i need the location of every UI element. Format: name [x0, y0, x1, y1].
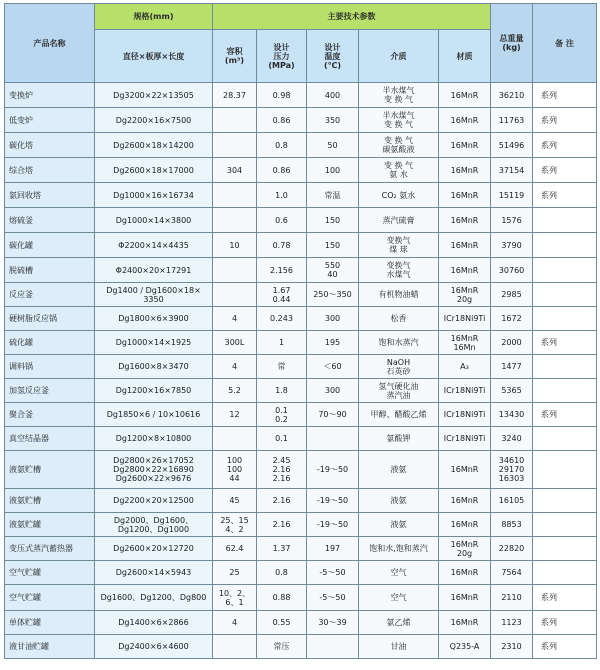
row-material: 16MnR — [439, 83, 491, 108]
row-weight: 2310 — [491, 635, 533, 659]
row-medium: 变换气 煤 球 — [359, 233, 439, 258]
row-temperature: 300 — [307, 307, 359, 331]
row-medium: 氯乙烯 — [359, 611, 439, 635]
row-material: ICr18Ni9Ti — [439, 403, 491, 427]
table-row — [5, 489, 597, 513]
row-note — [533, 513, 597, 537]
row-volume — [213, 108, 257, 133]
row-volume — [213, 635, 257, 659]
row-note — [533, 427, 597, 451]
row-note — [533, 208, 597, 233]
row-weight: 1576 — [491, 208, 533, 233]
row-temperature: 150 — [307, 233, 359, 258]
row-weight: 51496 — [491, 133, 533, 158]
row-medium: NaOH 石英砂 — [359, 355, 439, 379]
row-medium: 松香 — [359, 307, 439, 331]
row-volume: 10 — [213, 233, 257, 258]
row-temperature: 常温 — [307, 183, 359, 208]
row-medium: 饱和水蒸汽 — [359, 331, 439, 355]
row-material: A₃ — [439, 355, 491, 379]
table-row — [5, 133, 597, 158]
row-weight: 2110 — [491, 585, 533, 611]
row-weight: 2985 — [491, 283, 533, 307]
row-medium: 氯酸钾 — [359, 427, 439, 451]
row-weight: 2000 — [491, 331, 533, 355]
table-row — [5, 233, 597, 258]
row-name: 变换炉 — [5, 83, 95, 108]
row-temperature: 197 — [307, 537, 359, 561]
row-medium: 液氨 — [359, 451, 439, 489]
row-volume: 300L — [213, 331, 257, 355]
row-weight: 3240 — [491, 427, 533, 451]
row-volume: 5.2 — [213, 379, 257, 403]
row-temperature: -19～50 — [307, 489, 359, 513]
row-name: 空气贮罐 — [5, 561, 95, 585]
row-volume — [213, 427, 257, 451]
row-spec: Φ2400×20×17291 — [95, 258, 213, 283]
row-material: 16MnR 16Mn — [439, 331, 491, 355]
row-pressure: 1.0 — [257, 183, 307, 208]
table-row — [5, 611, 597, 635]
row-material: 16MnR — [439, 585, 491, 611]
row-spec: Dg1200×16×7850 — [95, 379, 213, 403]
row-pressure: 1.67 0.44 — [257, 283, 307, 307]
row-volume: 10、2、 6、1 — [213, 585, 257, 611]
row-note: 系列 — [533, 585, 597, 611]
row-spec: Dg2600×14×5943 — [95, 561, 213, 585]
row-volume: 62.4 — [213, 537, 257, 561]
row-temperature: 30～39 — [307, 611, 359, 635]
row-name: 液氨贮槽 — [5, 489, 95, 513]
row-pressure: 0.98 — [257, 83, 307, 108]
row-volume: 4 — [213, 611, 257, 635]
row-spec: Dg2600×18×17000 — [95, 158, 213, 183]
row-medium: 变 换 气 氨 水 — [359, 158, 439, 183]
row-note — [533, 258, 597, 283]
row-spec: Dg1600、Dg1200、Dg800 — [95, 585, 213, 611]
table-row — [5, 403, 597, 427]
row-temperature: 550 40 — [307, 258, 359, 283]
equipment-table — [4, 3, 597, 659]
row-name: 反应釜 — [5, 283, 95, 307]
row-material: ICr18Ni9Ti — [439, 379, 491, 403]
row-volume — [213, 133, 257, 158]
table-row — [5, 183, 597, 208]
row-weight: 36210 — [491, 83, 533, 108]
row-pressure: 2.45 2.16 2.16 — [257, 451, 307, 489]
row-volume: 45 — [213, 489, 257, 513]
row-note: 系列 — [533, 133, 597, 158]
row-temperature: 150 — [307, 208, 359, 233]
row-note — [533, 379, 597, 403]
row-weight: 37154 — [491, 158, 533, 183]
row-volume: 4 — [213, 355, 257, 379]
row-weight: 30760 — [491, 258, 533, 283]
row-temperature: 70～90 — [307, 403, 359, 427]
row-temperature: 250～350 — [307, 283, 359, 307]
header-volume: 容积 (m³) — [213, 30, 257, 83]
row-volume: 12 — [213, 403, 257, 427]
table-row — [5, 83, 597, 108]
row-spec: Dg2400×6×4600 — [95, 635, 213, 659]
row-spec: Dg2600×18×14200 — [95, 133, 213, 158]
row-material: 16MnR 20g — [439, 283, 491, 307]
row-temperature — [307, 635, 359, 659]
row-pressure: 0.1 0.2 — [257, 403, 307, 427]
row-temperature: 195 — [307, 331, 359, 355]
row-spec: Dg1400 / Dg1600×18× 3350 — [95, 283, 213, 307]
row-material: 16MnR — [439, 208, 491, 233]
table-row — [5, 451, 597, 489]
row-name: 变压式蒸汽蓄热器 — [5, 537, 95, 561]
row-weight: 7564 — [491, 561, 533, 585]
row-weight: 11763 — [491, 108, 533, 133]
row-spec: Dg1200×8×10800 — [95, 427, 213, 451]
row-material: ICr18Ni9Ti — [439, 307, 491, 331]
row-material: 16MnR — [439, 233, 491, 258]
header-weight: 总重量 (kg) — [491, 4, 533, 83]
table-row — [5, 258, 597, 283]
row-weight: 1672 — [491, 307, 533, 331]
row-spec: Φ2200×14×4435 — [95, 233, 213, 258]
header-product-name: 产品名称 — [5, 4, 95, 83]
table-body — [5, 83, 597, 659]
row-pressure: 1.37 — [257, 537, 307, 561]
table-row — [5, 537, 597, 561]
table-row — [5, 331, 597, 355]
header-spec-sub: 直径×板厚×长度 — [95, 30, 213, 83]
row-weight: 8853 — [491, 513, 533, 537]
row-weight: 16105 — [491, 489, 533, 513]
row-volume: 28.37 — [213, 83, 257, 108]
row-note — [533, 561, 597, 585]
row-name: 硫化罐 — [5, 331, 95, 355]
header-material: 材质 — [439, 30, 491, 83]
row-pressure: 0.86 — [257, 158, 307, 183]
row-spec: Dg1000×16×16734 — [95, 183, 213, 208]
row-volume: 100 100 44 — [213, 451, 257, 489]
table-row — [5, 585, 597, 611]
table-row — [5, 427, 597, 451]
row-name: 液氨贮罐 — [5, 513, 95, 537]
row-weight: 15119 — [491, 183, 533, 208]
row-note: 系列 — [533, 403, 597, 427]
row-note — [533, 307, 597, 331]
row-temperature: -19～50 — [307, 513, 359, 537]
table-row — [5, 307, 597, 331]
row-note: 系列 — [533, 158, 597, 183]
row-medium: 半水煤气 变 换 气 — [359, 108, 439, 133]
row-material: 16MnR — [439, 133, 491, 158]
row-spec: Dg1850×6 / 10×10616 — [95, 403, 213, 427]
row-pressure: 2.156 — [257, 258, 307, 283]
row-pressure: 0.86 — [257, 108, 307, 133]
row-spec: Dg1000×14×3800 — [95, 208, 213, 233]
row-pressure: 1.8 — [257, 379, 307, 403]
header-pressure: 设计 压力 (MPa) — [257, 30, 307, 83]
row-weight: 1123 — [491, 611, 533, 635]
row-note: 系列 — [533, 108, 597, 133]
table-row — [5, 108, 597, 133]
row-note — [533, 355, 597, 379]
row-medium: 变 换 气 碳氨酸液 — [359, 133, 439, 158]
row-temperature: -5～50 — [307, 561, 359, 585]
table-row — [5, 158, 597, 183]
row-spec: Dg2800×26×17052 Dg2800×22×16890 Dg2600×22×9676 — [95, 451, 213, 489]
row-medium: 变换气 水煤气 — [359, 258, 439, 283]
row-medium: 氢气硬化油 蒸汽油 — [359, 379, 439, 403]
row-material: 16MnR — [439, 158, 491, 183]
table-row — [5, 283, 597, 307]
row-pressure: 0.8 — [257, 561, 307, 585]
row-name: 脱硫槽 — [5, 258, 95, 283]
row-pressure: 常压 — [257, 635, 307, 659]
row-temperature: 350 — [307, 108, 359, 133]
row-material: ICr18Ni9Ti — [439, 427, 491, 451]
row-volume — [213, 208, 257, 233]
row-temperature: -19～50 — [307, 451, 359, 489]
table-row — [5, 561, 597, 585]
row-medium: 甲醇、醋酸乙烯 — [359, 403, 439, 427]
row-medium: CO₂ 氨水 — [359, 183, 439, 208]
row-temperature: 400 — [307, 83, 359, 108]
row-spec: Dg1800×6×3900 — [95, 307, 213, 331]
row-name: 单体贮罐 — [5, 611, 95, 635]
row-note — [533, 233, 597, 258]
row-weight: 13430 — [491, 403, 533, 427]
row-name: 加氢反应釜 — [5, 379, 95, 403]
row-note — [533, 283, 597, 307]
table-row — [5, 379, 597, 403]
equipment-spec-sheet — [4, 3, 596, 659]
header-remarks: 备 注 — [533, 4, 597, 83]
row-spec: Dg2600×20×12720 — [95, 537, 213, 561]
row-volume — [213, 258, 257, 283]
row-medium: 空气 — [359, 585, 439, 611]
row-temperature — [307, 427, 359, 451]
row-volume: 304 — [213, 158, 257, 183]
table-row — [5, 208, 597, 233]
row-name: 低变炉 — [5, 108, 95, 133]
row-material: Q235-A — [439, 635, 491, 659]
row-medium: 饱和水,饱和蒸汽 — [359, 537, 439, 561]
header-temperature: 设计 温度 (℃) — [307, 30, 359, 83]
row-material: 16MnR 20g — [439, 537, 491, 561]
header-spec-group: 规格(mm) — [95, 4, 213, 30]
row-medium: 液氨 — [359, 513, 439, 537]
row-name: 调料锅 — [5, 355, 95, 379]
row-volume — [213, 183, 257, 208]
table-row — [5, 355, 597, 379]
row-pressure: 0.88 — [257, 585, 307, 611]
row-name: 空气贮罐 — [5, 585, 95, 611]
row-spec: Dg1600×8×3470 — [95, 355, 213, 379]
row-name: 氨回收塔 — [5, 183, 95, 208]
row-volume: 25、15 4、2 — [213, 513, 257, 537]
row-name: 硬树脂反应锅 — [5, 307, 95, 331]
row-medium: 半水煤气 变 换 气 — [359, 83, 439, 108]
row-name: 液氨贮槽 — [5, 451, 95, 489]
row-temperature: ＜60 — [307, 355, 359, 379]
row-material: 16MnR — [439, 258, 491, 283]
row-temperature: 100 — [307, 158, 359, 183]
row-pressure: 0.78 — [257, 233, 307, 258]
row-note — [533, 451, 597, 489]
row-material: 16MnR — [439, 183, 491, 208]
row-pressure: 常 — [257, 355, 307, 379]
row-volume: 4 — [213, 307, 257, 331]
row-spec: Dg3200×22×13505 — [95, 83, 213, 108]
row-pressure: 0.243 — [257, 307, 307, 331]
row-note: 系列 — [533, 611, 597, 635]
row-medium: 空气 — [359, 561, 439, 585]
row-temperature: -5～50 — [307, 585, 359, 611]
row-spec: Dg2200×16×7500 — [95, 108, 213, 133]
row-note: 系列 — [533, 635, 597, 659]
row-spec: Dg1400×6×2866 — [95, 611, 213, 635]
row-pressure: 1 — [257, 331, 307, 355]
row-material: 16MnR — [439, 611, 491, 635]
row-temperature: 50 — [307, 133, 359, 158]
table-row — [5, 513, 597, 537]
row-name: 液甘油贮罐 — [5, 635, 95, 659]
row-weight: 1477 — [491, 355, 533, 379]
row-spec: Dg2000、Dg1600、 Dg1200、Dg1000 — [95, 513, 213, 537]
row-pressure: 2.16 — [257, 489, 307, 513]
row-material: 16MnR — [439, 561, 491, 585]
row-name: 熔硫釜 — [5, 208, 95, 233]
row-medium: 甘油 — [359, 635, 439, 659]
row-volume — [213, 283, 257, 307]
row-pressure: 0.8 — [257, 133, 307, 158]
row-name: 碳化罐 — [5, 233, 95, 258]
row-material: 16MnR — [439, 489, 491, 513]
row-pressure: 2.16 — [257, 513, 307, 537]
row-name: 碳化塔 — [5, 133, 95, 158]
row-weight: 34610 29170 16303 — [491, 451, 533, 489]
row-note — [533, 489, 597, 513]
row-pressure: 0.55 — [257, 611, 307, 635]
row-pressure: 0.1 — [257, 427, 307, 451]
row-temperature: 300 — [307, 379, 359, 403]
row-name: 真空结晶器 — [5, 427, 95, 451]
row-medium: 有机物油蜡 — [359, 283, 439, 307]
row-weight: 5365 — [491, 379, 533, 403]
row-material: 16MnR — [439, 108, 491, 133]
table-row — [5, 635, 597, 659]
header-medium: 介质 — [359, 30, 439, 83]
row-volume: 25 — [213, 561, 257, 585]
row-note: 系列 — [533, 183, 597, 208]
row-spec: Dg1000×14×1925 — [95, 331, 213, 355]
row-material: 16MnR — [439, 451, 491, 489]
row-name: 聚合釜 — [5, 403, 95, 427]
row-note: 系列 — [533, 331, 597, 355]
row-weight: 3790 — [491, 233, 533, 258]
row-material: 16MnR — [439, 513, 491, 537]
row-spec: Dg2200×20×12500 — [95, 489, 213, 513]
row-pressure: 0.6 — [257, 208, 307, 233]
row-weight: 22820 — [491, 537, 533, 561]
header-tech-group: 主要技术参数 — [213, 4, 491, 30]
row-name: 综合塔 — [5, 158, 95, 183]
row-medium: 液氨 — [359, 489, 439, 513]
row-medium: 蒸汽硫膏 — [359, 208, 439, 233]
row-note — [533, 537, 597, 561]
row-note: 系列 — [533, 83, 597, 108]
